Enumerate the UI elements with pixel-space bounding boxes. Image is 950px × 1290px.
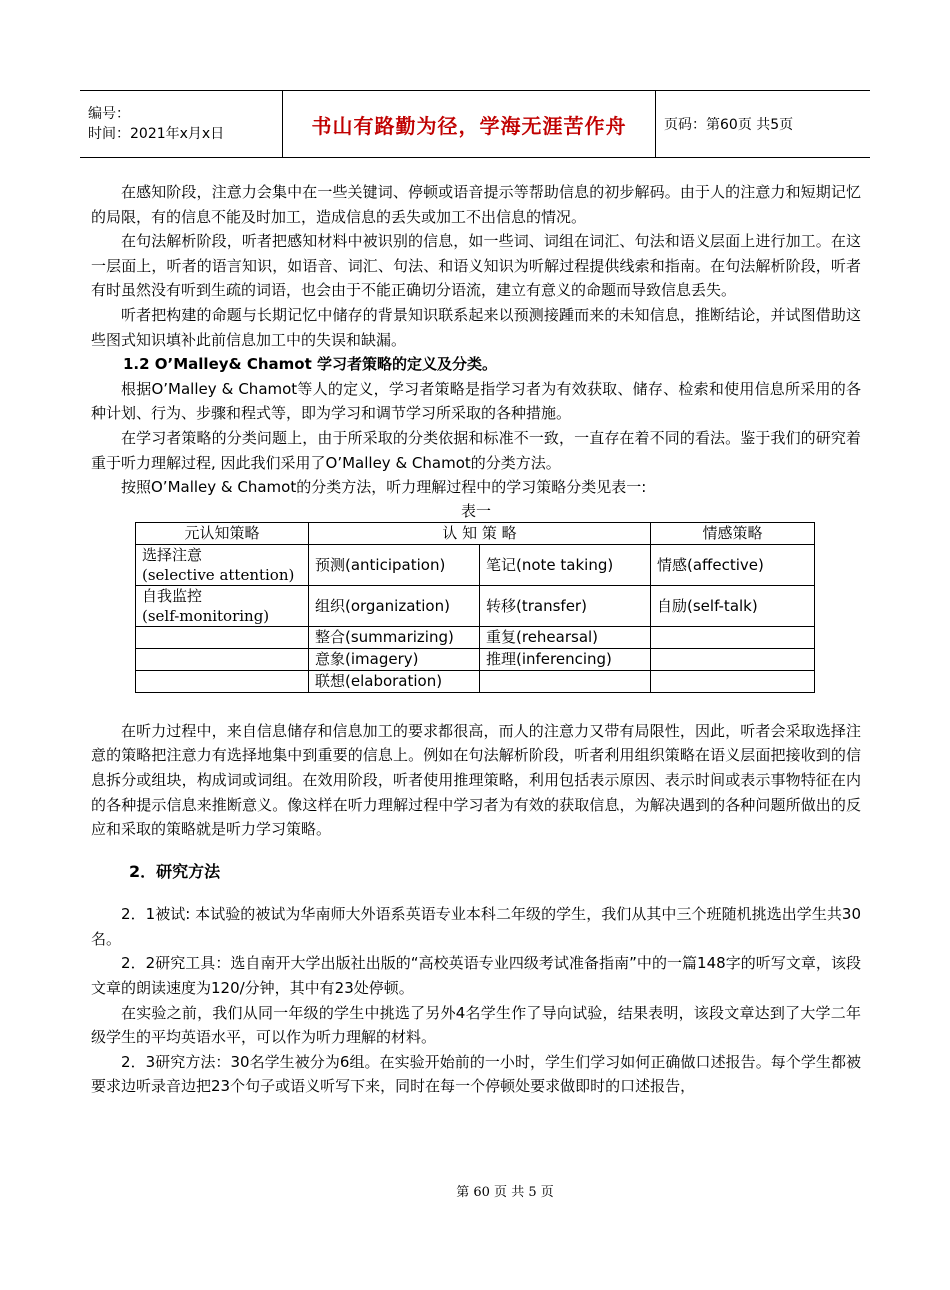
paragraph: 根据O’Malley & Chamot等人的定义，学习者策略是指学习者为有效获取、储存、检索和使用信息所采用的各种计划、行为、步骤和程式等，即为学习和调节学习所采取的各种措施。 <box>91 379 861 423</box>
table-header-cell: 认 知 策 略 <box>309 522 651 544</box>
table-cell <box>136 585 309 626</box>
paragraph: 2．3研究方法：30名学生被分为6组。在实验开始前的一小时，学生们学习如何正确做口述报告。每个学生都被要求边听录音边把23个句子或语义听写下来，同时在每一个停顿处要求做即时的口述报告， <box>91 1052 861 1096</box>
table-header-cell: 情感策略 <box>651 522 815 544</box>
table-cell: 推理(inferencing) <box>480 648 651 670</box>
document-body <box>91 180 861 1099</box>
table-cell <box>136 544 309 585</box>
paragraph: 在句法解析阶段，听者把感知材料中被识别的信息，如一些词、词组在词汇、句法和语义层面上进行加工。在这一层面上，听者的语言知识，如语音、词汇、句法、和语义知识为听解过程提供线索和指南。在句法解析阶段，听者有时虽然没有听到生疏的词语，也会由于不能正确切分语流，建立有意义的命题而导致信息丢失。 <box>91 232 861 300</box>
table-cell <box>651 648 815 670</box>
cell-line: (self-monitoring) <box>142 606 270 625</box>
spacer <box>91 842 861 860</box>
table-cell <box>136 626 309 648</box>
cell-line: 选择注意 <box>142 545 203 564</box>
table-cell: 整合(summarizing) <box>309 626 480 648</box>
paragraph: 在听力过程中，来自信息储存和信息加工的要求都很高，而人的注意力又带有局限性，因此，听者会采取选择注意的策略把注意力有选择地集中到重要的信息上。例如在句法解析阶段，听者利用组织策略在语义层面把接收到的信息拆分或组块，构成词或词组。在效用阶段，听者使用推理策略，利用包括表示原因、表示时间或表示事物特征在内的各种提示信息来推断意义。像这样在听力理解过程中学习者为有效的获取信息，为解决遇到的各种问题所做出的反应和采取的策略就是听力学习策略。 <box>91 721 861 839</box>
spacer <box>91 693 861 719</box>
paragraph: 在实验之前，我们从同一年级的学生中挑选了另外4名学生作了导向试验，结果表明，该段文章达到了大学二年级学生的平均英语水平，可以作为听力理解的材料。 <box>91 1003 861 1047</box>
table-cell: 联想(elaboration) <box>309 670 480 692</box>
paragraph: 按照O’Malley & Chamot的分类方法，听力理解过程中的学习策略分类见表一: <box>121 478 647 497</box>
header-page-label: 页码：第60页 共5页 <box>664 117 794 133</box>
table-caption: 表一 <box>460 501 491 520</box>
table-cell: 意象(imagery) <box>309 648 480 670</box>
table-cell: 重复(rehearsal) <box>480 626 651 648</box>
table-header-row <box>136 522 815 544</box>
document-header <box>80 90 870 158</box>
paragraph: 在学习者策略的分类问题上，由于所采取的分类依据和标准不一致，一直存在着不同的看法。鉴于我们的研究着重于听力理解过程, 因此我们采用了O’Malley & Chamot的分类方法。 <box>91 428 861 472</box>
table-cell <box>136 670 309 692</box>
paragraph: 在感知阶段，注意力会集中在一些关键词、停顿或语音提示等帮助信息的初步解码。由于人的注意力和短期记忆的局限，有的信息不能及时加工，造成信息的丢失或加工不出信息的情况。 <box>91 183 861 226</box>
page-footer <box>0 1181 950 1200</box>
table-cell <box>651 626 815 648</box>
table-row <box>136 626 815 648</box>
table-row <box>136 670 815 692</box>
spacer <box>91 884 861 902</box>
table-header-cell: 元认知策略 <box>136 522 309 544</box>
strategy-table <box>135 522 815 693</box>
paragraph: 2．1被试: 本试验的被试为华南师大外语系英语专业本科二年级的学生，我们从其中三个班随机挑选出学生共30名。 <box>91 905 861 948</box>
cell-line: (selective attention) <box>142 565 295 584</box>
table-cell: 组织(organization) <box>309 585 480 626</box>
table-row <box>136 585 815 626</box>
header-motto: 书山有路勤为径，学海无涯苦作舟 <box>283 91 656 158</box>
paragraph: 2．2研究工具：选自南开大学出版社出版的“高校英语专业四级考试准备指南”中的一篇148字的听写文章，该段文章的朗读速度为120/分钟，其中有23处停顿。 <box>91 954 861 998</box>
cell-line: 自我监控 <box>142 586 203 605</box>
table-cell: 笔记(note taking) <box>480 544 651 585</box>
section-heading-1-2: 1.2 O’Malley& Chamot 学习者策略的定义及分类。 <box>123 355 497 374</box>
table-cell: 情感(affective) <box>651 544 815 585</box>
table-cell: 自励(self-talk) <box>651 585 815 626</box>
table-row <box>136 648 815 670</box>
section-heading-2: 2．研究方法 <box>129 861 221 881</box>
table-cell: 转移(transfer) <box>480 585 651 626</box>
paragraph: 听者把构建的命题与长期记忆中储存的背景知识联系起来以预测接踵而来的未知信息，推断结论，并试图借助这些图式知识填补此前信息加工中的失误和缺漏。 <box>91 305 861 349</box>
time-label: 时间：2021年x月x日 <box>88 126 225 142</box>
footer-page-number: 第 60 页 共 5 页 <box>456 1185 554 1200</box>
header-meta <box>80 91 283 158</box>
table-cell: 预测(anticipation) <box>309 544 480 585</box>
number-label: 编号： <box>88 106 130 122</box>
table-cell <box>480 670 651 692</box>
table-row <box>136 544 815 585</box>
table-cell <box>136 648 309 670</box>
table-cell <box>651 670 815 692</box>
